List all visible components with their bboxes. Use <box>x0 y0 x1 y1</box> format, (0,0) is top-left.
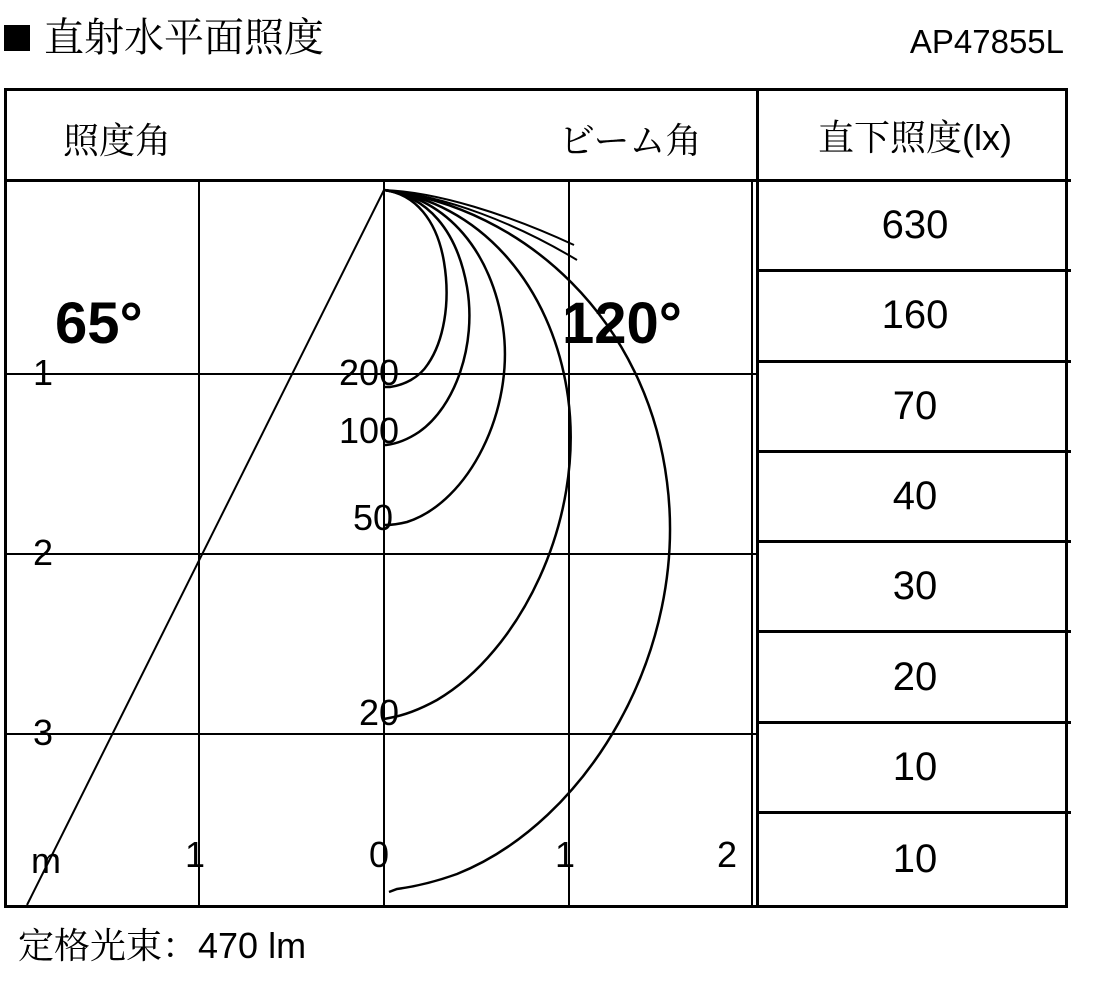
contour-label-50: 50 <box>353 497 394 538</box>
illuminance-angle-label: 照度角 <box>63 120 172 161</box>
x-tick-left-1: 1 <box>185 834 206 875</box>
table-row: 30 <box>759 543 1071 633</box>
contour-50 <box>384 190 505 525</box>
contour-label-20: 20 <box>359 692 400 733</box>
contour-label-200: 200 <box>339 352 400 393</box>
x-tick-right-1: 1 <box>555 834 576 875</box>
y-tick-2: 2 <box>33 532 54 573</box>
table-row: 160 <box>759 272 1071 362</box>
contour-100 <box>384 190 469 445</box>
page-title: 直射水平面照度 <box>44 16 324 60</box>
y-tick-1: 1 <box>33 352 54 393</box>
table-row: 10 <box>759 724 1071 814</box>
illuminance-graph <box>7 182 756 905</box>
header-title-group <box>4 16 324 60</box>
filled-square-icon <box>4 25 30 51</box>
table-row: 40 <box>759 453 1071 543</box>
x-tick-center-0: 0 <box>369 834 390 875</box>
table-row: 20 <box>759 633 1071 723</box>
graph-header-band <box>7 91 756 182</box>
table-row: 10 <box>892 836 938 881</box>
beam-angle-value: 120° <box>562 291 682 356</box>
beam-angle-label: ビーム角 <box>559 120 702 161</box>
direct-illuminance-table <box>759 91 1071 905</box>
illuminance-angle-value: 65° <box>55 291 143 356</box>
table-header: 直下照度(lx) <box>759 91 1071 182</box>
contour-label-100: 100 <box>339 410 400 451</box>
contour-20 <box>384 190 571 719</box>
chart-frame <box>4 88 1068 908</box>
x-tick-right-2: 2 <box>717 834 738 875</box>
table-row: 630 <box>759 182 1071 272</box>
x-axis-unit: m <box>31 840 61 881</box>
product-code: AP47855L <box>909 23 1064 60</box>
page-header <box>0 16 1110 74</box>
table-row: 70 <box>759 363 1071 453</box>
rated-luminous-flux: 定格光束：470 lm <box>18 925 307 966</box>
y-tick-3: 3 <box>33 712 54 753</box>
